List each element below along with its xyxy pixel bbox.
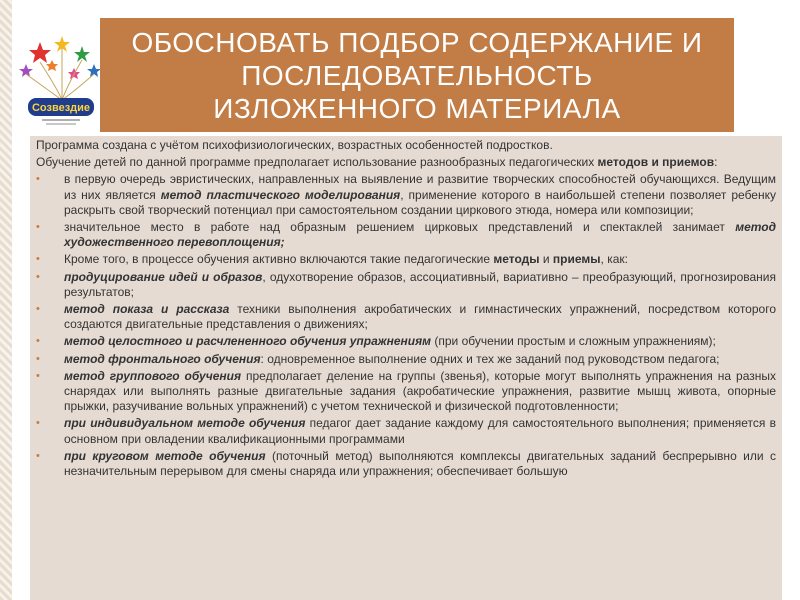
bullet-icon: • [36,352,40,365]
bullet-icon: • [36,449,40,462]
stars-logo-icon [18,34,104,130]
list-item-emphasis: методы [493,252,540,267]
methods-intro-colon: : [714,155,718,170]
bullet-icon: • [36,221,40,234]
list-item [36,220,776,250]
list-item-emphasis: продуцирование идей и образов [64,269,263,284]
list-item [36,252,776,267]
bullet-icon: • [36,303,40,316]
list-item-emphasis: метод художественного перевоплощения; [64,220,776,250]
bullet-icon: • [36,417,40,430]
bullet-icon: • [36,173,40,186]
methods-intro-emphasis: методов и приемов [597,155,715,170]
bullet-icon: • [36,270,40,283]
list-item [36,352,776,367]
list-item-emphasis: метод пластического моделирования [160,187,401,202]
list-item [36,416,776,446]
list-item [36,334,776,349]
list-item-emphasis: метод показа и рассказа [64,302,230,317]
decorative-strip [0,0,12,600]
list-item-text: , применение которого в наибольшей степени позволяет ребенку раскрыть свой творческий потенциал при самостоятельном создании циркового этюда, номера или композиции; [64,187,776,217]
list-item-emphasis: приемы [552,252,601,267]
list-item [36,172,776,218]
list-item-text: Кроме того, в процессе обучения активно включаются такие педагогические [64,252,494,267]
content-panel [30,136,782,600]
list-item [36,270,776,300]
list-item-text: (при обучении простым и сложным упражнениям); [431,334,716,349]
list-item-text: педагог дает задание каждому для самостоятельного выполнения; применяется в основном при овладении квалификационными программами [64,416,776,446]
list-item-text: значительное место в работе над образным решением цирковых представлений и спектаклей занимает [64,220,736,235]
list-item-text: , как: [600,252,628,267]
page-title-line-1: ОБОСНОВАТЬ ПОДБОР СОДЕРЖАНИЕ И [131,26,703,58]
page-title-line-2: ПОСЛЕДОВАТЕЛЬНОСТЬ [241,59,593,91]
list-item-text: техники выполнения акробатических и гимнастических упражнений, посредством которого создаются двигательные представления о движениях; [64,302,776,332]
list-item-emphasis: метод целостного и расчлененного обучения упражнениям [64,334,432,349]
intro-text: Программа создана с учётом психофизиологических, возрастных особенностей подростков. [36,138,553,152]
list-item-emphasis: при круговом методе обучения [64,448,266,463]
intro-paragraph [36,138,776,153]
list-item [36,302,776,332]
list-item-emphasis: при индивидуальном методе обучения [64,416,306,431]
list-item-text: в первую очередь эвристических, направленных на выявление и развитие творческих способностей обучающихся. Ведущим из них является [64,172,776,202]
list-item-text: , одухотворение образов, ассоциативный, вариативно – преобразующий, прогнозирования результатов; [64,269,777,299]
list-item-text: предполагает деление на группы (звенья), которые могут выполнять упражнения на разных снарядах или выполнять разные двигательные задания (акробатические упражнения, развитие мышц живота, опорные прыжки, разучивание вольных упражнений) с учетом технической и физической подготовленности; [64,368,777,414]
list-item [36,369,776,415]
list-item-text: и [539,252,553,267]
logo-text: Созвездие [31,102,91,114]
list-item-text: (поточный метод) выполняются комплексы двигательных заданий беспрерывно или с незначительным перерывом для смены снаряда или упражнения; обеспечивает большую [64,448,776,479]
methods-intro-text: Обучение детей по данной программе предполагает использование разнообразных педагогических [36,155,598,170]
list-item-emphasis: метод группового обучения [64,368,242,383]
title-banner [100,18,734,132]
bullet-icon: • [36,253,40,266]
methods-intro-paragraph [36,155,776,170]
list-item-text: : одновременное выполнение одних и тех же заданий под руководством педагога; [260,351,720,366]
list-item-emphasis: метод фронтального обучения [64,351,261,366]
list-item [36,449,776,479]
page-title-line-3: ИЗЛОЖЕННОГО МАТЕРИАЛА [213,92,621,124]
logo [18,34,104,130]
bullet-icon: • [36,335,40,348]
bullet-icon: • [36,369,40,382]
